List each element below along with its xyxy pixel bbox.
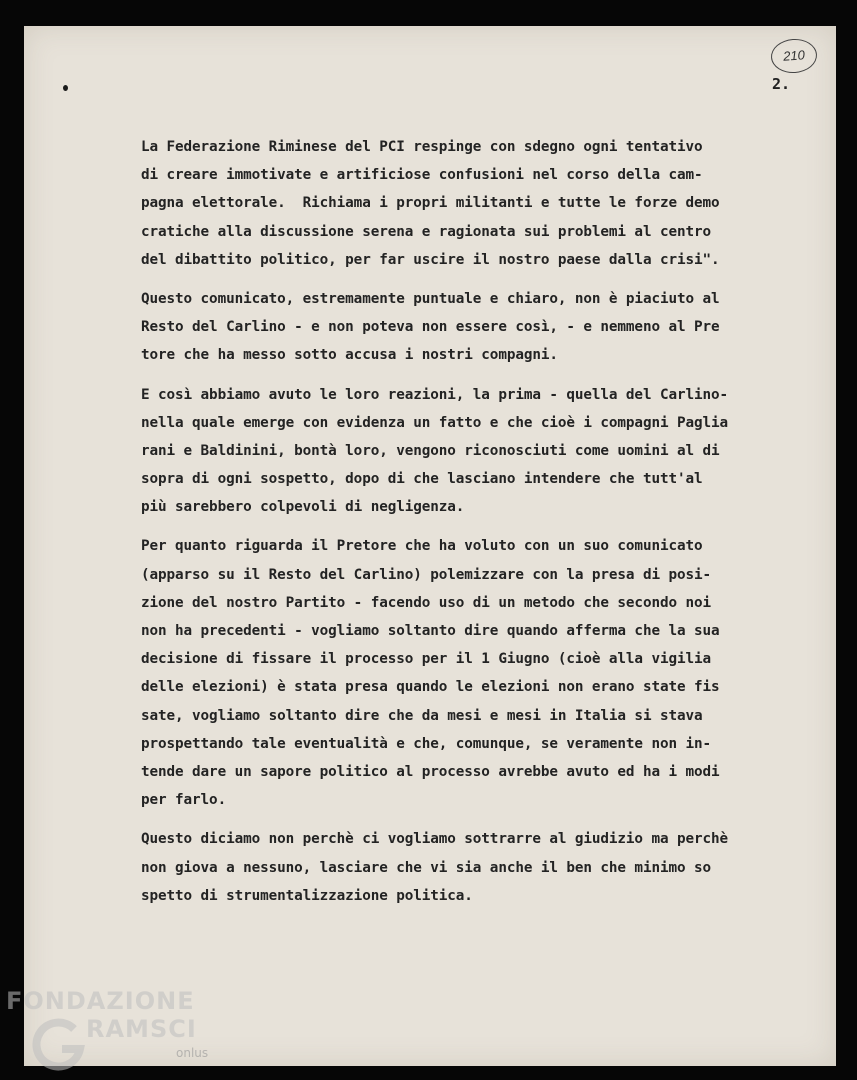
text-line: (apparso su il Resto del Carlino) polemizzare con la presa di posi-	[141, 566, 711, 583]
paragraph-2	[141, 285, 801, 370]
text-line: rani e Baldinini, bontà loro, vengono riconosciuti come uomini al di	[141, 442, 720, 459]
text-line: Resto del Carlino - e non poteva non essere così, - e nemmeno al Pre	[141, 319, 720, 336]
text-line: del dibattito politico, per far uscire il nostro paese dalla crisi".	[141, 251, 720, 268]
text-line: sopra di ogni sospetto, dopo di che lasciano intendere che tutt'al	[141, 471, 703, 488]
text-line: cratiche alla discussione serena e ragionata sui problemi al centro	[141, 223, 711, 240]
text-line: decisione di fissare il processo per il 1 Giugno (cioè alla vigilia	[141, 651, 711, 668]
text-line: più sarebbero colpevoli di negligenza.	[141, 499, 465, 516]
ink-speck	[63, 85, 68, 91]
watermark-onlus-text: onlus	[176, 1046, 209, 1060]
text-line: Questo comunicato, estremamente puntuale e chiaro, non è piaciuto al	[141, 290, 720, 307]
page-number: 2.	[772, 75, 791, 93]
paragraph-4	[141, 532, 801, 814]
text-line: Questo diciamo non perchè ci vogliamo sottrarre al giudizio ma perchè	[141, 831, 729, 848]
text-line: prospettando tale eventualità e che, comunque, se veramente non in-	[141, 735, 711, 752]
watermark-gramsci-text: RAMSCI	[86, 1015, 197, 1043]
archive-page-stamp: 210	[770, 37, 818, 74]
text-line: di creare immotivate e artificiose confusioni nel corso della cam-	[141, 167, 703, 184]
text-line: per farlo.	[141, 792, 227, 809]
paragraph-1	[141, 133, 801, 274]
text-line: La Federazione Riminese del PCI respinge con sdegno ogni tentativo	[141, 139, 703, 155]
text-line: nella quale emerge con evidenza un fatto e che cioè i compagni Paglia	[141, 414, 729, 431]
watermark-foundation-text: FONDAZIONE	[6, 987, 195, 1015]
paragraph-5	[141, 825, 801, 910]
text-line: Per quanto riguarda il Pretore che ha voluto con un suo comunicato	[141, 538, 703, 555]
paragraph-3	[141, 381, 801, 522]
text-line: E così abbiamo avuto le loro reazioni, la prima - quella del Carlino-	[141, 386, 729, 403]
text-line: tende dare un sapore politico al processo avrebbe avuto ed ha i modi	[141, 763, 720, 780]
document-body	[141, 133, 801, 921]
text-line: non giova a nessuno, lasciare che vi sia anche il ben che minimo so	[141, 859, 711, 876]
text-line: non ha precedenti - vogliamo soltanto dire quando afferma che la sua	[141, 623, 720, 639]
text-line: delle elezioni) è stata presa quando le elezioni non erano state fis	[141, 679, 720, 696]
text-line: pagna elettorale. Richiama i propri militanti e tutte le forze demo	[141, 195, 720, 212]
text-line: sate, vogliamo soltanto dire che da mesi e mesi in Italia si stava	[141, 707, 703, 724]
text-line: spetto di strumentalizzazione politica.	[141, 887, 473, 904]
text-line: tore che ha messo sotto accusa i nostri compagni.	[141, 347, 558, 364]
text-line: zione del nostro Partito - facendo uso di un metodo che secondo noi	[141, 594, 711, 611]
